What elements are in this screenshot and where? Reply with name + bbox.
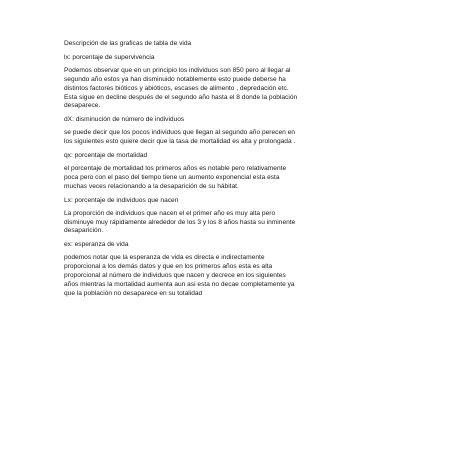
paragraph-line: los siguientes esto quiere decir que la tasa de mortalidad es alta y prolongada . [64, 138, 296, 146]
section-qx [64, 152, 391, 192]
section-ex [64, 241, 391, 298]
paragraph-line: desaparición. [64, 227, 104, 235]
paragraph-line: Podemos observar que en un principio los individuos son 850 pero al llegar al [64, 66, 291, 74]
paragraph-line: La proporción de individuos que nacen el el primer año es muy alta pero [64, 209, 276, 217]
paragraph-line: muchas veces relacionando a la desaparición de su hábitat. [64, 182, 239, 190]
section-heading: dX: disminución de número de individuos [64, 116, 185, 124]
paragraph-line: que la población no desaparece en su totalidad [64, 289, 203, 297]
document-title: Descripción de las graficas de tabla de vida [64, 40, 192, 47]
paragraph-line: distintos factores bióticos y abióticos, escases de alimento , depredación etc. [64, 84, 289, 92]
section-paragraph [64, 165, 391, 192]
paragraph-line: proporcional al número de individuos que nacen y decrece en los siguientes [64, 272, 286, 280]
document-content [64, 40, 391, 299]
paragraph-line: proporcional a los demás datos y que en los primeros años esta es alta [64, 263, 273, 271]
section-dx [64, 116, 391, 147]
section-paragraph [64, 210, 391, 237]
paragraph-line: disminuye muy rápidamente alrededor de los 3 y los 8 años hasta su inminente [64, 218, 296, 226]
paragraph-line: años mientras la mortalidad aumenta aun asi esta no decae completamente ya [64, 280, 295, 288]
section-lx [64, 54, 391, 111]
section-heading: Lx: porcentaje de individuos que nacen [64, 196, 179, 204]
paragraph-line: se puede decir que los pocos individuos que llegan al segundo año perecen en [64, 129, 295, 137]
section-paragraph [64, 254, 391, 299]
section-heading: lx: porcentaje de supervivencia [64, 53, 155, 61]
paragraph-line: Esta sigue en decline después de el segundo año hasta el 8 donde la población [64, 93, 298, 101]
section-heading: qx: porcentaje de mortalidad [64, 152, 148, 160]
paragraph-line: podemos notar que la esperanza de vida es directa e indirectamente [64, 254, 265, 262]
section-paragraph [64, 129, 391, 147]
paragraph-line: el porcentaje de mortalidad los primeros años es notable pero relativamente [64, 164, 287, 172]
section-heading: ex: esperanza de vida [64, 241, 129, 249]
paragraph-line: poca pero con el paso del tiempo tiene un aumento exponencial esta esta [64, 173, 280, 181]
paragraph-line: desaparece. [64, 102, 101, 110]
paragraph-line: segundo año estos ya han disminuido notablemente esto puede deberse ha [64, 75, 286, 83]
section-paragraph [64, 67, 391, 112]
section-lx-births [64, 197, 391, 237]
